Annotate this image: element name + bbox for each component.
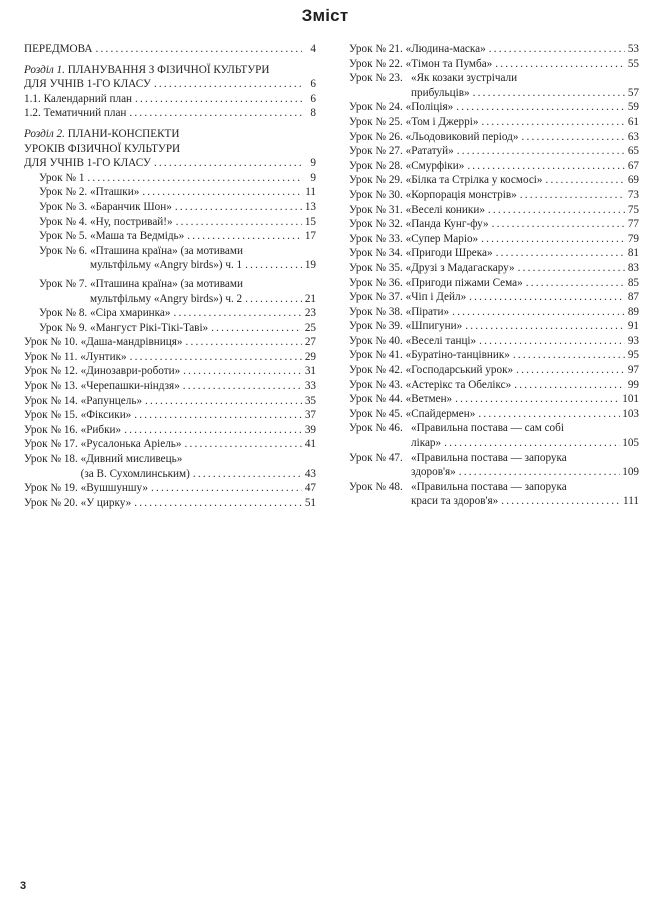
dot-leader <box>87 171 302 186</box>
lesson-title: «Льодовиковий період» <box>405 130 519 143</box>
lesson-title-continued: здоров'я» <box>411 466 456 479</box>
lesson-number: Урок № 40. <box>349 334 403 347</box>
dot-leader <box>142 185 302 200</box>
toc-lesson-entry[interactable] <box>349 173 639 188</box>
toc-lesson-entry[interactable] <box>349 100 639 115</box>
lesson-number: Урок № 44. <box>349 393 403 406</box>
lesson-title: «Веселі танці» <box>405 334 477 347</box>
toc-lesson-entry[interactable] <box>349 217 639 232</box>
toc-lesson-entry[interactable] <box>24 379 316 394</box>
dot-leader <box>457 144 625 159</box>
dot-leader <box>145 394 302 409</box>
toc-lesson-entry[interactable] <box>349 290 639 305</box>
toc-lesson-entry[interactable] <box>24 408 316 423</box>
dot-leader <box>469 290 625 305</box>
entry-label: 1.1. Календарний план <box>24 92 133 105</box>
entry-label: 1.2. Тематичний план <box>24 107 127 120</box>
dot-leader <box>154 156 302 171</box>
dot-leader <box>501 494 621 509</box>
entry-page: 9 <box>310 171 316 184</box>
lesson-title: «Баранчик Шон» <box>90 200 172 213</box>
lesson-number: Урок № 22. <box>349 57 403 70</box>
toc-lesson-entry[interactable] <box>349 57 639 72</box>
dot-leader <box>245 292 302 307</box>
lesson-number: Урок № 21. <box>349 43 403 55</box>
toc-section-2-entry[interactable] <box>24 156 316 171</box>
lesson-title: «Шпигуни» <box>405 320 463 333</box>
toc-lesson-entry[interactable] <box>349 144 639 159</box>
section-prefix: Розділ 1. <box>24 63 65 76</box>
toc-lesson-entry[interactable] <box>24 350 316 365</box>
toc-lesson-entry[interactable] <box>24 277 316 306</box>
toc-lesson-entry[interactable] <box>24 306 316 321</box>
dot-leader <box>513 348 625 363</box>
lesson-title: «Маша та Ведмідь» <box>90 230 185 243</box>
entry-page: 93 <box>627 334 639 347</box>
lesson-title: «Смурфіки» <box>405 159 465 172</box>
entry-page: 81 <box>627 247 639 260</box>
lesson-number: Урок № 8. <box>39 307 88 320</box>
toc-left-column <box>24 42 316 510</box>
entry-label: ДЛЯ УЧНІВ 1-ГО КЛАСУ <box>24 157 151 170</box>
lesson-title: «Поліція» <box>405 101 454 114</box>
toc-lesson-entry[interactable] <box>349 480 639 509</box>
toc-lesson-entry[interactable] <box>349 305 639 320</box>
entry-page: 19 <box>304 259 316 272</box>
toc-lesson-entry[interactable] <box>24 185 316 200</box>
lesson-title: «Друзі з Мадагаскару» <box>405 261 515 274</box>
lesson-number: Урок № 32. <box>349 218 403 231</box>
lesson-number: Урок № 35. <box>349 261 403 274</box>
entry-label: ДЛЯ УЧНІВ 1-ГО КЛАСУ <box>24 78 151 91</box>
entry-page: 25 <box>304 321 316 334</box>
lesson-number: Урок № 1 <box>39 171 85 184</box>
section-prefix: Розділ 2. <box>24 127 65 140</box>
lesson-number: Урок № 29. <box>349 174 403 187</box>
dot-leader <box>185 437 302 452</box>
lesson-title: «Тімон та Пумба» <box>405 57 493 70</box>
lesson-number: Урок № 23. <box>349 72 403 85</box>
entry-page: 6 <box>310 92 316 105</box>
lesson-number: Урок № 16. <box>24 423 78 436</box>
entry-page: 65 <box>627 145 639 158</box>
lesson-title: «Вушшуншу» <box>80 482 149 495</box>
lesson-title: «Білка та Стрілка у космосі» <box>405 174 543 187</box>
lesson-title: «Ветмен» <box>405 393 453 406</box>
toc-lesson-entry[interactable] <box>24 335 316 350</box>
lesson-title: «Дивний мисливець» <box>80 453 183 466</box>
page-title: Зміст <box>301 6 349 25</box>
toc-lesson-entry[interactable] <box>349 392 639 407</box>
toc-lesson-entry[interactable] <box>349 276 639 291</box>
lesson-number: Урок № 6. <box>39 244 88 257</box>
dot-leader <box>489 42 625 57</box>
lesson-number: Урок № 15. <box>24 409 78 422</box>
dot-leader <box>129 106 302 121</box>
dot-leader <box>526 276 625 291</box>
dot-leader <box>546 173 625 188</box>
entry-page: 79 <box>627 232 639 245</box>
toc-lesson-entry[interactable] <box>349 188 639 203</box>
toc-lesson-entry[interactable] <box>349 42 639 57</box>
entry-page: 31 <box>304 365 316 378</box>
toc-lesson-entry[interactable] <box>349 115 639 130</box>
lesson-title: «Корпорація монстрів» <box>405 188 517 201</box>
entry-page: 67 <box>627 159 639 172</box>
lesson-number: Урок № 48. <box>349 480 403 493</box>
toc-lesson-entry[interactable] <box>349 348 639 363</box>
dot-leader <box>183 364 302 379</box>
toc-lesson-entry[interactable] <box>24 452 316 481</box>
toc-entry-thematic-plan[interactable] <box>24 106 316 121</box>
dot-leader <box>456 100 625 115</box>
dot-leader <box>444 436 620 451</box>
dot-leader <box>481 232 625 247</box>
lesson-number: Урок № 41. <box>349 349 403 362</box>
entry-label: ПЕРЕДМОВА <box>24 43 93 55</box>
toc-right-column <box>349 42 639 509</box>
entry-page: 89 <box>627 305 639 318</box>
lesson-number: Урок № 11. <box>24 350 78 363</box>
lesson-title: «Фіксики» <box>80 409 132 422</box>
lesson-title: «Рапунцель» <box>80 394 143 407</box>
lesson-title: «Панда Кунг-фу» <box>405 218 489 231</box>
entry-page: 63 <box>627 130 639 143</box>
section-title-line: УРОКІВ ФІЗИЧНОЇ КУЛЬТУРИ <box>24 142 181 155</box>
lesson-title-continued: лікар» <box>411 437 442 450</box>
lesson-number: Урок № 26. <box>349 130 403 143</box>
toc-lesson-entry[interactable] <box>349 421 639 450</box>
lesson-title: «Рибки» <box>80 423 122 436</box>
entry-page: 37 <box>304 409 316 422</box>
lesson-title: «Пташина країна» (за мотивами <box>90 277 243 290</box>
dot-leader <box>187 229 302 244</box>
lesson-number: Урок № 27. <box>349 145 403 158</box>
entry-page: 57 <box>627 86 639 99</box>
lesson-title: «Черепашки-ніндзя» <box>80 380 180 393</box>
entry-page: 8 <box>310 107 316 120</box>
entry-page: 9 <box>310 157 316 170</box>
lesson-number: Урок № 13. <box>24 380 78 393</box>
entry-page: 23 <box>304 307 316 320</box>
lesson-title-continued: мультфільму «Angry birds») ч. 1 <box>90 259 243 272</box>
toc-lesson-entry[interactable] <box>349 261 639 276</box>
entry-page: 83 <box>627 261 639 274</box>
dot-leader <box>455 392 620 407</box>
entry-page: 41 <box>304 438 316 451</box>
lesson-title: «Пригоди Шрека» <box>405 247 493 260</box>
entry-page: 75 <box>627 203 639 216</box>
toc-lesson-entry[interactable] <box>349 363 639 378</box>
lesson-number: Урок № 46. <box>349 422 403 435</box>
lesson-number: Урок № 7. <box>39 277 88 290</box>
entry-page: 61 <box>627 115 639 128</box>
lesson-title: «Сіра хмаринка» <box>90 307 171 320</box>
dot-leader <box>492 217 625 232</box>
entry-page: 103 <box>622 407 639 420</box>
dot-leader <box>496 246 625 261</box>
lesson-title: «Ну, постривай!» <box>90 215 173 228</box>
toc-lesson-entry[interactable] <box>349 232 639 247</box>
lesson-title: «Астерікс та Обелікс» <box>405 378 512 391</box>
dot-leader <box>245 258 302 273</box>
dot-leader <box>135 92 302 107</box>
entry-page: 13 <box>304 200 316 213</box>
lesson-title-continued: краси та здоров'я» <box>411 495 499 508</box>
lesson-number: Урок № 4. <box>39 215 88 228</box>
lesson-title: «Пташки» <box>90 186 140 199</box>
lesson-number: Урок № 33. <box>349 232 403 245</box>
lesson-number: Урок № 24. <box>349 101 403 114</box>
toc-lesson-entry[interactable] <box>349 451 639 480</box>
lesson-title: «Русалонька Аріель» <box>80 438 182 451</box>
toc-lesson-entry[interactable] <box>24 321 316 336</box>
entry-page: 77 <box>627 218 639 231</box>
entry-page: 109 <box>622 466 639 479</box>
dot-leader <box>518 261 625 276</box>
entry-page: 59 <box>627 101 639 114</box>
lesson-number: Урок № 14. <box>24 394 78 407</box>
entry-page: 95 <box>627 349 639 362</box>
toc-entry-foreword[interactable] <box>24 42 316 57</box>
entry-page: 51 <box>304 496 316 509</box>
lesson-title: «Динозаври-роботи» <box>80 365 181 378</box>
page-number: 3 <box>20 880 27 892</box>
toc-section-1-entry[interactable] <box>24 77 316 92</box>
lesson-number: Урок № 42. <box>349 364 403 377</box>
lesson-number: Урок № 18. <box>24 453 78 466</box>
dot-leader <box>473 86 625 101</box>
lesson-title: «Мангуст Рікі-Тікі-Taвi» <box>90 321 209 334</box>
toc-lesson-entry[interactable] <box>349 407 639 422</box>
entry-page: 29 <box>304 350 316 363</box>
lesson-number: Урок № 9. <box>39 321 88 334</box>
dot-leader <box>211 321 302 336</box>
lesson-title: «Буратіно-танцівник» <box>405 349 510 362</box>
dot-leader <box>459 465 620 480</box>
toc-lesson-entry[interactable] <box>24 496 316 511</box>
lesson-title: «У цирку» <box>80 496 132 509</box>
toc-lesson-entry[interactable] <box>24 364 316 379</box>
entry-page: 43 <box>304 467 316 480</box>
toc-section-2-heading[interactable] <box>24 127 316 142</box>
entry-page: 87 <box>627 291 639 304</box>
dot-leader <box>95 42 302 57</box>
dot-leader <box>193 467 302 482</box>
entry-page: 55 <box>627 57 639 70</box>
dot-leader <box>134 408 302 423</box>
toc-lesson-entry[interactable] <box>24 229 316 244</box>
dot-leader <box>452 305 625 320</box>
lesson-number: Урок № 37. <box>349 291 403 304</box>
lesson-number: Урок № 34. <box>349 247 403 260</box>
dot-leader <box>516 363 625 378</box>
entry-page: 53 <box>627 43 639 55</box>
entry-page: 99 <box>627 378 639 391</box>
toc-entry-calendar-plan[interactable] <box>24 92 316 107</box>
toc-lesson-entry[interactable] <box>349 378 639 393</box>
lesson-title: «Пригоди піжами Сема» <box>405 276 523 289</box>
dot-leader <box>185 335 302 350</box>
lesson-number: Урок № 17. <box>24 438 78 451</box>
lesson-number: Урок № 10. <box>24 336 78 349</box>
entry-page: 4 <box>310 43 316 55</box>
lesson-title: «Даша-мандрівниця» <box>80 336 183 349</box>
lesson-title-continued: мультфільму «Angry birds») ч. 2 <box>90 292 243 305</box>
dot-leader <box>130 350 302 365</box>
lesson-title: «Господарський урок» <box>405 364 514 377</box>
entry-page: 97 <box>627 364 639 377</box>
lesson-title-continued: (за В. Сухомлинським) <box>80 467 190 480</box>
lesson-number: Урок № 45. <box>349 407 403 420</box>
lesson-number: Урок № 25. <box>349 115 403 128</box>
entry-page: 91 <box>627 320 639 333</box>
dot-leader <box>514 378 625 393</box>
lesson-title: «Пірати» <box>405 305 450 318</box>
dot-leader <box>520 188 625 203</box>
lesson-title: «Супер Маріо» <box>405 232 479 245</box>
toc-lesson-entry[interactable] <box>24 394 316 409</box>
lesson-title: «Чіп і Дейл» <box>405 291 467 304</box>
lesson-title: «Лунтик» <box>80 350 127 363</box>
toc-lesson-entry[interactable] <box>24 215 316 230</box>
dot-leader <box>174 306 303 321</box>
lesson-number: Урок № 20. <box>24 496 78 509</box>
lesson-number: Урок № 30. <box>349 188 403 201</box>
entry-page: 15 <box>304 215 316 228</box>
lesson-number: Урок № 28. <box>349 159 403 172</box>
dot-leader <box>488 203 625 218</box>
entry-page: 39 <box>304 423 316 436</box>
lesson-number: Урок № 31. <box>349 203 403 216</box>
lesson-title: «Правильна постава — сам собі <box>411 422 564 435</box>
toc-lesson-entry[interactable] <box>24 437 316 452</box>
lesson-title: «Спайдермен» <box>405 407 476 420</box>
entry-page: 73 <box>627 188 639 201</box>
lesson-title: «Правильна постава — запорука <box>411 480 567 493</box>
lesson-title: «Як козаки зустрічали <box>411 72 518 85</box>
toc-lesson-entry[interactable] <box>349 71 639 100</box>
lesson-title: «Рататуй» <box>405 145 454 158</box>
entry-page: 101 <box>622 393 639 406</box>
lesson-number: Урок № 43. <box>349 378 403 391</box>
lesson-title: «Веселі коники» <box>405 203 485 216</box>
entry-page: 111 <box>623 495 639 508</box>
lesson-title: «Пташина країна» (за мотивами <box>90 244 243 257</box>
toc-lesson-entry[interactable] <box>24 200 316 215</box>
toc-lesson-entry[interactable] <box>349 130 639 145</box>
entry-page: 11 <box>305 186 316 199</box>
toc-lesson-entry[interactable] <box>349 334 639 349</box>
entry-page: 69 <box>627 174 639 187</box>
toc-section-1-heading[interactable] <box>24 63 316 78</box>
entry-page: 17 <box>304 230 316 243</box>
dot-leader <box>124 423 302 438</box>
toc-lesson-entry[interactable] <box>24 481 316 496</box>
dot-leader <box>175 200 302 215</box>
lesson-number: Урок № 39. <box>349 320 403 333</box>
section-title: ПЛАНУВАННЯ З ФІЗИЧНОЇ КУЛЬТУРИ <box>64 63 270 76</box>
section-title: ПЛАНИ-КОНСПЕКТИ <box>64 127 180 140</box>
dot-leader <box>154 77 302 92</box>
lesson-number: Урок № 12. <box>24 365 78 378</box>
entry-page: 85 <box>627 276 639 289</box>
lesson-number: Урок № 19. <box>24 482 78 495</box>
entry-page: 33 <box>304 380 316 393</box>
entry-page: 105 <box>622 437 639 450</box>
entry-page: 47 <box>304 482 316 495</box>
toc-lesson-entry[interactable] <box>349 246 639 261</box>
lesson-number: Урок № 3. <box>39 200 88 213</box>
entry-page: 27 <box>304 336 316 349</box>
lesson-title-continued: прибульців» <box>411 86 470 99</box>
toc-lesson-entry[interactable] <box>24 171 316 186</box>
dot-leader <box>176 215 302 230</box>
lesson-number: Урок № 36. <box>349 276 403 289</box>
dot-leader <box>521 130 625 145</box>
dot-leader <box>481 115 625 130</box>
entry-page: 35 <box>304 394 316 407</box>
lesson-number: Урок № 5. <box>39 230 88 243</box>
toc-lesson-entry[interactable] <box>349 159 639 174</box>
lesson-title: «Том і Джеррі» <box>405 115 479 128</box>
dot-leader <box>479 334 625 349</box>
lesson-number: Урок № 38. <box>349 305 403 318</box>
toc-lesson-entry[interactable] <box>349 319 639 334</box>
dot-leader <box>478 407 620 422</box>
toc-lesson-entry[interactable] <box>24 423 316 438</box>
dot-leader <box>465 319 625 334</box>
dot-leader <box>183 379 302 394</box>
entry-page: 21 <box>304 292 316 305</box>
dot-leader <box>467 159 625 174</box>
toc-lesson-entry[interactable] <box>24 244 316 273</box>
lesson-number: Урок № 47. <box>349 451 403 464</box>
dot-leader <box>495 57 625 72</box>
entry-page: 6 <box>310 78 316 91</box>
dot-leader <box>151 481 302 496</box>
lesson-number: Урок № 2. <box>39 186 88 199</box>
dot-leader <box>134 496 302 511</box>
lesson-title: «Людина-маска» <box>405 43 486 55</box>
toc-lesson-entry[interactable] <box>349 203 639 218</box>
lesson-title: «Правильна постава — запорука <box>411 451 567 464</box>
